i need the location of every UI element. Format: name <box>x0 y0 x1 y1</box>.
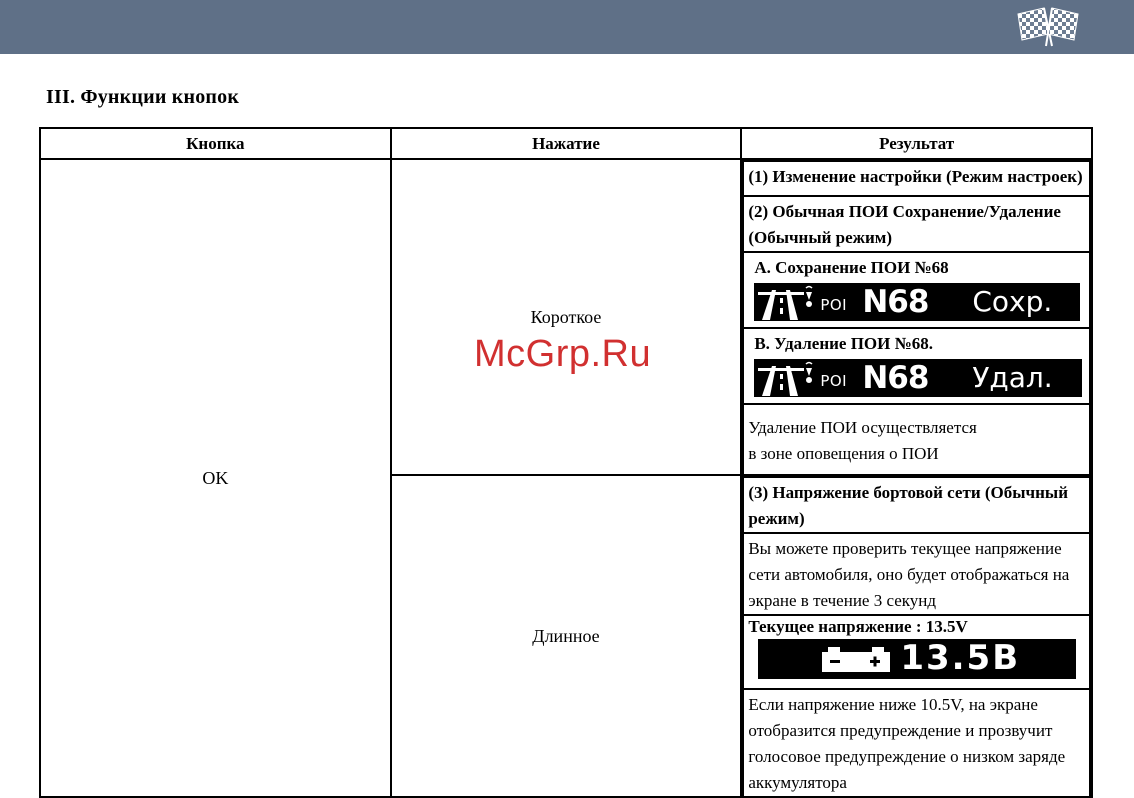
voltage-description: Вы можете проверить текущее напряжение сети автомобиля, оно будет отображаться на экране в течение 3 секунд <box>743 533 1090 615</box>
header-press: Нажатие <box>391 128 742 159</box>
watermark: McGrp.Ru <box>474 333 652 375</box>
long-press-results <box>741 475 1092 797</box>
table-row-short <box>40 159 1092 475</box>
poi-delete-note-line1: Удаление ПОИ осуществляется <box>748 418 977 437</box>
table-header-row <box>40 128 1092 159</box>
poi-number: N68 <box>862 284 929 320</box>
long-press-cell: Длинное <box>391 475 742 797</box>
poi-label: POI <box>820 296 848 314</box>
voltage-value: 13.5B <box>900 638 1021 678</box>
road-icon <box>756 360 818 396</box>
poi-action-delete: Удал. <box>972 361 1053 394</box>
poi-save-display <box>754 283 1080 321</box>
voltage-display <box>758 639 1076 679</box>
poi-label: POI <box>820 372 848 390</box>
result-poi-save-delete: (2) Обычная ПОИ Сохранение/Удаление (Обычный режим) <box>743 196 1090 252</box>
header-result: Результат <box>741 128 1092 159</box>
header-button: Кнопка <box>40 128 391 159</box>
button-cell: OK <box>40 159 391 797</box>
poi-delete-title: B. Удаление ПОИ №68. <box>754 334 933 353</box>
battery-icon <box>820 646 892 674</box>
section-title: III. Функции кнопок <box>46 86 240 108</box>
short-press-results <box>741 159 1092 475</box>
result-voltage: (3) Напряжение бортовой сети (Обычный режим) <box>743 477 1090 533</box>
poi-delete-display <box>754 359 1082 397</box>
poi-number: N68 <box>862 360 929 396</box>
result-setting-change: (1) Изменение настройки (Режим настроек) <box>743 161 1090 196</box>
poi-delete-note-line2: в зоне оповещения о ПОИ <box>748 444 939 463</box>
poi-action-save: Сохр. <box>972 285 1053 318</box>
short-press-cell: Короткое <box>391 159 742 475</box>
button-functions-table <box>39 127 1093 798</box>
header-band <box>0 0 1134 54</box>
road-icon <box>756 284 818 320</box>
checkered-flags-icon <box>1014 6 1084 48</box>
poi-save-title: A. Сохранение ПОИ №68 <box>754 258 949 277</box>
low-voltage-warning: Если напряжение ниже 10.5V, на экране отобразится предупреждение и прозвучит голосовое предупреждение о низком заряде аккумулятора <box>743 689 1090 796</box>
voltage-title: Текущее напряжение : 13.5V <box>748 617 968 636</box>
